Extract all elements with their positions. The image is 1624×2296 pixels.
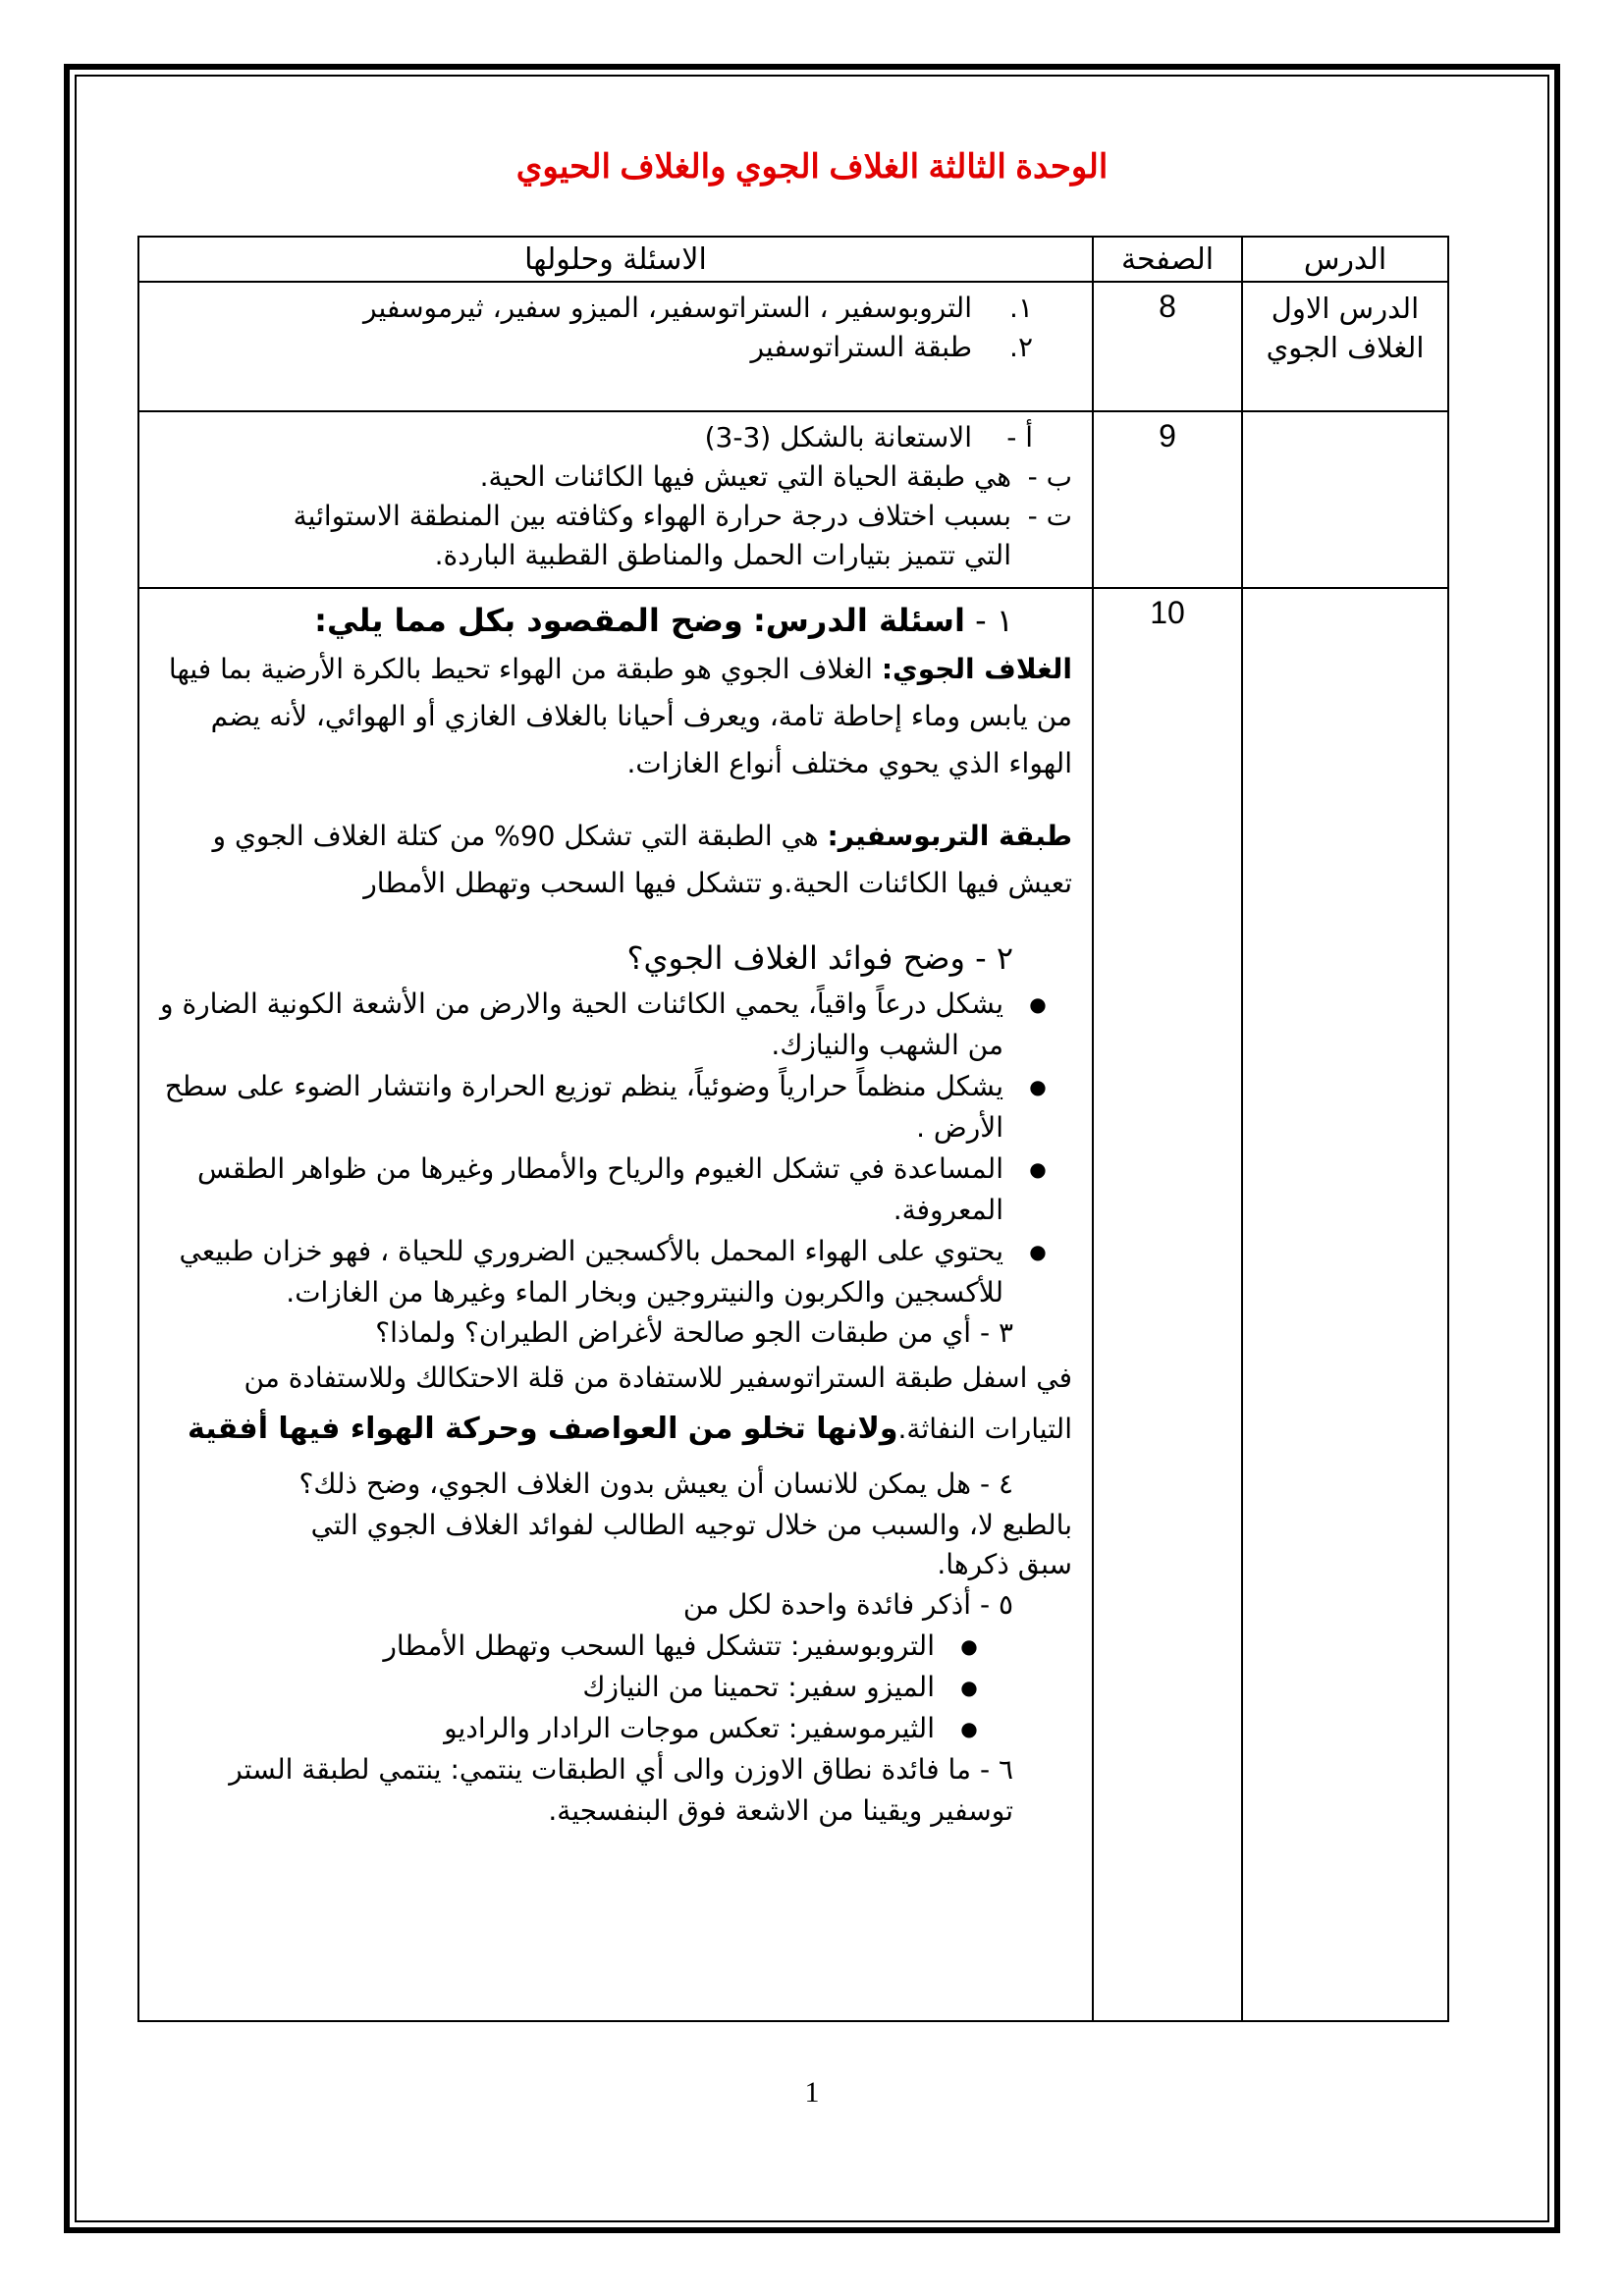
- question-text: هل يمكن للانسان أن يعيش بدون الغلاف الجوي، وضح ذلك؟: [298, 1468, 972, 1500]
- question-5: [157, 1584, 1072, 1626]
- answer-3: [157, 1353, 1072, 1455]
- item-text: بسبب اختلاف درجة حرارة الهواء وكثافته بين المنطقة الاستوائية: [293, 500, 1011, 532]
- bullet-text: الثيرموسفير: تعكس موجات الرادار والراديو: [444, 1712, 935, 1744]
- page-number-cell: 10: [1150, 595, 1185, 630]
- list-item: [157, 1667, 1003, 1708]
- question-text: أذكر فائدة واحدة لكل من: [682, 1588, 972, 1621]
- lessons-table: [137, 236, 1449, 2022]
- header-qa: الاسئلة وحلولها: [138, 237, 1093, 282]
- item-continuation: التي تتميز بتيارات الحمل والمناطق القطبية الباردة.: [434, 539, 1011, 571]
- page-cell: [1093, 411, 1242, 588]
- bullet-icon: ●: [1029, 1157, 1047, 1181]
- item-text: الاستعانة بالشكل (3-3): [704, 421, 972, 454]
- definition-atmosphere: [157, 646, 1072, 787]
- list-item: [157, 1708, 1003, 1749]
- list-item: [157, 418, 1072, 457]
- table-row: [138, 282, 1448, 411]
- list-item: [157, 1148, 1072, 1231]
- question-number: ١ -: [975, 602, 1013, 639]
- lesson-cell: [1242, 588, 1448, 2021]
- list-item: [157, 1066, 1072, 1148]
- table-row: [138, 588, 1448, 2021]
- bullet-icon: ●: [1029, 1240, 1047, 1263]
- item-number: ١.: [1009, 292, 1033, 324]
- answers-cell: [138, 282, 1093, 411]
- question-number: ٥ -: [979, 1588, 1013, 1621]
- table-header-row: [138, 237, 1448, 282]
- header-lesson: الدرس: [1242, 237, 1448, 282]
- answer-text: في اسفل طبقة الستراتوسفير للاستفادة من قلة الاحتكالك وللاستفادة من التيارات النفاثة.: [244, 1362, 1072, 1445]
- page-title: الوحدة الثالثة الغلاف الجوي والغلاف الحيوي: [515, 148, 1109, 186]
- lesson-topic: الغلاف الجوي: [1266, 331, 1425, 364]
- list-item: [157, 457, 1072, 497]
- benefits-list: [157, 984, 1072, 1313]
- definition-troposphere: [157, 813, 1072, 907]
- question-number: ٤ -: [979, 1468, 1013, 1500]
- question-number: ٣ -: [979, 1316, 1013, 1349]
- bullet-icon: ●: [960, 1676, 978, 1699]
- answers-cell: [138, 588, 1093, 2021]
- bullet-text: يحتوي على الهواء المحمل بالأكسجين الضروري للحياة ، فهو خزان طبيعي للأكسجين والكربون والنيتروجين وبخار الماء وغيرها من الغازات.: [179, 1235, 1003, 1308]
- bullet-icon: ●: [1029, 992, 1047, 1016]
- answer-tail: ولانها تخلو من العواصف وحركة الهواء فيها أفقية: [188, 1412, 898, 1446]
- page-number-cell: 9: [1159, 418, 1176, 454]
- definition-term: الغلاف الجوي:: [881, 653, 1072, 685]
- page-number: 1: [804, 2076, 820, 2109]
- item-text: التروبوسفير ، الستراتوسفير، الميزو سفير، ثيرموسفير: [363, 292, 972, 324]
- table-row: [138, 411, 1448, 588]
- definition-term: طبقة التربوسفير:: [827, 820, 1072, 852]
- list-item: [157, 984, 1072, 1066]
- bullet-text: التروبوسفير: تتشكل فيها السحب وتهطل الأمطار: [383, 1629, 935, 1662]
- list-item: [157, 1231, 1072, 1313]
- definition-text: هي الطبقة التي تشكل 90% من كتلة الغلاف الجوي و تعيش فيها الكائنات الحية.و تتشكل فيها السحب وتهطل الأمطار: [212, 820, 1072, 899]
- item-letter: ب -: [1027, 460, 1072, 493]
- question-3: [157, 1313, 1072, 1353]
- lesson-cell: [1242, 282, 1448, 411]
- question-number: ٦ -: [979, 1753, 1013, 1786]
- item-number: ٢.: [1009, 331, 1033, 363]
- answers-cell: [138, 411, 1093, 588]
- question-label: اسئلة الدرس:: [752, 602, 965, 639]
- item-text: هي طبقة الحياة التي تعيش فيها الكائنات الحية.: [479, 460, 1011, 493]
- page-cell: [1093, 588, 1242, 2021]
- lesson-cell: [1242, 411, 1448, 588]
- answer-4: بالطبع لا، والسبب من خلال توجيه الطالب لفوائد الغلاف الجوي التي سبق ذكرها.: [310, 1509, 1072, 1580]
- list-item: [157, 497, 1072, 536]
- bullet-text: يشكل منظماً حرارياً وضوئياً، ينظم توزيع الحرارة وانتشار الضوء على سطح الأرض .: [164, 1070, 1003, 1144]
- item-text: طبقة الستراتوسفير: [750, 331, 972, 363]
- list-item: [157, 289, 1033, 328]
- bullet-icon: ●: [1029, 1075, 1047, 1098]
- bullet-icon: ●: [960, 1717, 978, 1740]
- question-text: وضح المقصود بكل مما يلي:: [314, 602, 743, 639]
- question-6: [157, 1749, 1072, 1832]
- question-text: ما فائدة نطاق الاوزن والى أي الطبقات ينتمي: ينتمي لطبقة الستر توسفير ويقينا من الاشعة فوق البنفسجية.: [229, 1753, 1013, 1827]
- item-letter: أ -: [1006, 421, 1033, 454]
- page-cell: [1093, 282, 1242, 411]
- layers-list: [157, 1626, 1072, 1749]
- bullet-text: المساعدة في تشكل الغيوم والرياح والأمطار وغيرها من ظواهر الطقس المعروفة.: [197, 1152, 1003, 1226]
- question-2: [157, 933, 1072, 984]
- item-letter: ت -: [1027, 500, 1072, 532]
- question-text: وضح فوائد الغلاف الجوي؟: [626, 939, 965, 977]
- bullet-text: الميزو سفير: تحمينا من النيازك: [582, 1671, 935, 1703]
- question-text: أي من طبقات الجو صالحة لأغراض الطيران؟ ولماذا؟: [375, 1316, 972, 1349]
- lesson-name: الدرس الاول: [1271, 292, 1420, 325]
- page-number-cell: 8: [1159, 289, 1176, 324]
- question-1: [157, 595, 1072, 646]
- bullet-icon: ●: [960, 1634, 978, 1658]
- list-item: [157, 1626, 1003, 1667]
- question-4: [157, 1463, 1072, 1506]
- header-page: الصفحة: [1093, 237, 1242, 282]
- bullet-text: يشكل درعاً واقياً، يحمي الكائنات الحية والارض من الأشعة الكونية الضارة و من الشهب والنيازك.: [160, 988, 1003, 1061]
- list-item: [157, 328, 1033, 367]
- question-number: ٢ -: [975, 939, 1013, 977]
- definition-text: الغلاف الجوي هو طبقة من الهواء تحيط بالكرة الأرضية بما فيها من يابس وماء إحاطة تامة، ويعرف أحيانا بالغلاف الغازي أو الهوائي، لأنه يضم الهواء الذي يحوي مختلف أنواع الغازات.: [168, 653, 1072, 779]
